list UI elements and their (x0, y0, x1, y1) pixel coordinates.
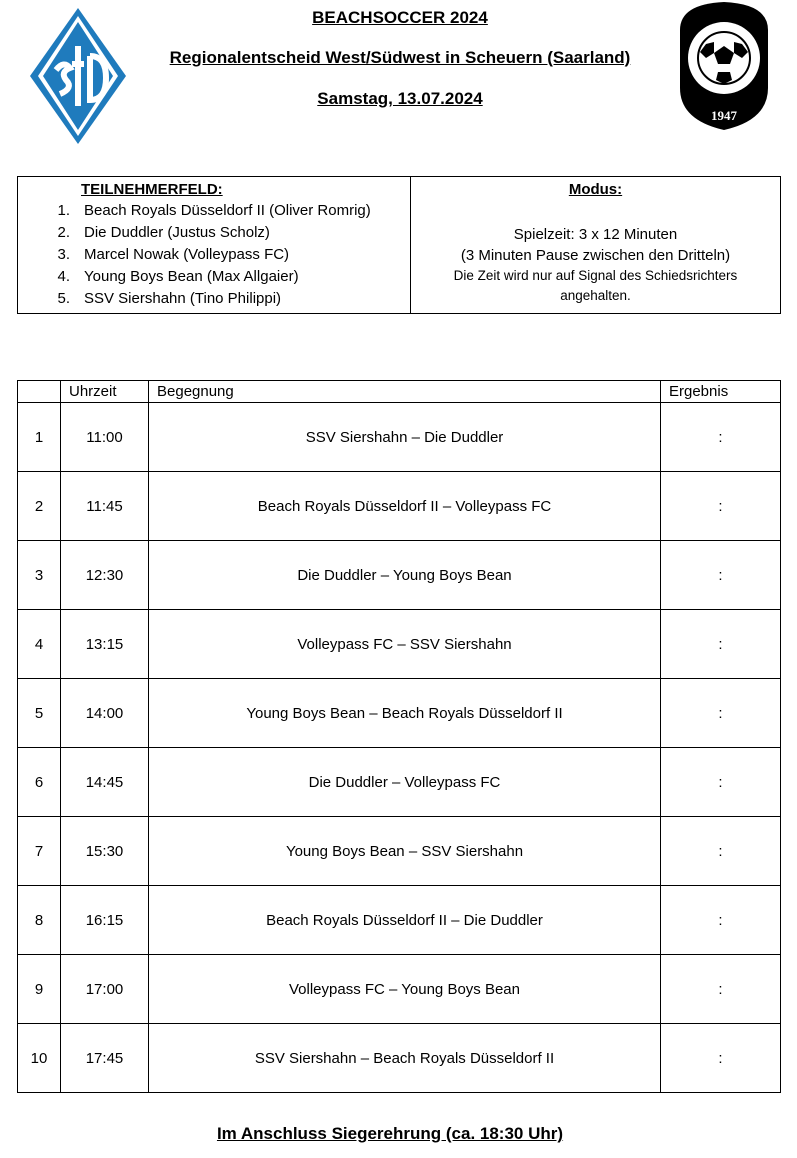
footer-note: Im Anschluss Siegerehrung (ca. 18:30 Uhr) (216, 1124, 564, 1143)
modus-section (411, 177, 780, 313)
match-time: 13:15 (61, 610, 149, 679)
page-title: BEACHSOCCER 2024 (312, 8, 488, 27)
match-nr: 3 (18, 541, 61, 610)
list-item: 3. Marcel Nowak (Volleypass FC) (57, 246, 290, 263)
match-nr: 2 (18, 472, 61, 541)
match-nr: 7 (18, 817, 61, 886)
match-nr: 10 (18, 1024, 61, 1093)
table-row (18, 541, 781, 610)
match-time: 17:00 (61, 955, 149, 1024)
modus-note: Die Zeit wird nur auf Signal des Schiedsrichters (453, 268, 738, 283)
match-result: : (661, 748, 781, 817)
match-time: 14:45 (61, 748, 149, 817)
match-time: 16:15 (61, 886, 149, 955)
sv-bohnental-logo (676, 0, 772, 132)
table-row (18, 886, 781, 955)
header-nr (18, 381, 61, 403)
match-nr: 9 (18, 955, 61, 1024)
info-box (17, 176, 781, 314)
match-pairing: Volleypass FC – Young Boys Bean (149, 955, 661, 1024)
match-nr: 8 (18, 886, 61, 955)
match-pairing: Young Boys Bean – SSV Siershahn (149, 817, 661, 886)
match-result: : (661, 679, 781, 748)
match-pairing: Young Boys Bean – Beach Royals Düsseldorf II (149, 679, 661, 748)
table-row (18, 679, 781, 748)
match-time: 17:45 (61, 1024, 149, 1093)
modus-note: angehalten. (560, 288, 631, 303)
match-result: : (661, 955, 781, 1024)
match-pairing: Die Duddler – Young Boys Bean (149, 541, 661, 610)
table-row (18, 748, 781, 817)
match-result: : (661, 817, 781, 886)
match-pairing: Volleypass FC – SSV Siershahn (149, 610, 661, 679)
match-pairing: SSV Siershahn – Die Duddler (149, 403, 661, 472)
table-row (18, 955, 781, 1024)
teilnehmerfeld-section (18, 177, 411, 313)
match-nr: 5 (18, 679, 61, 748)
match-time: 11:45 (61, 472, 149, 541)
list-item: 2. Die Duddler (Justus Scholz) (57, 224, 270, 241)
match-time: 14:00 (61, 679, 149, 748)
table-row (18, 610, 781, 679)
page-subtitle: Regionalentscheid West/Südwest in Scheuern (Saarland) (169, 48, 631, 67)
match-result: : (661, 1024, 781, 1093)
logo-year: 1947 (711, 108, 737, 123)
modus-title: Modus: (568, 181, 623, 198)
match-pairing: SSV Siershahn – Beach Royals Düsseldorf II (149, 1024, 661, 1093)
modus-pause: (3 Minuten Pause zwischen den Dritteln) (460, 247, 731, 264)
match-pairing: Die Duddler – Volleypass FC (149, 748, 661, 817)
match-result: : (661, 541, 781, 610)
modus-spielzeit: Spielzeit: 3 x 12 Minuten (513, 226, 678, 243)
sfd-logo (28, 6, 128, 146)
header-uhrzeit: Uhrzeit (61, 381, 149, 403)
match-nr: 1 (18, 403, 61, 472)
match-result: : (661, 886, 781, 955)
list-item: 1. Beach Royals Düsseldorf II (Oliver Romrig) (57, 202, 371, 219)
teilnehmerfeld-title: TEILNEHMERFELD: (81, 181, 223, 198)
header-begegnung: Begegnung (149, 381, 661, 403)
match-result: : (661, 403, 781, 472)
match-pairing: Beach Royals Düsseldorf II – Volleypass FC (149, 472, 661, 541)
match-time: 11:00 (61, 403, 149, 472)
table-row (18, 1024, 781, 1093)
schedule-table (17, 380, 781, 1093)
table-header-row (18, 381, 781, 403)
list-item: 5. SSV Siershahn (Tino Philippi) (57, 290, 282, 307)
match-time: 15:30 (61, 817, 149, 886)
match-nr: 4 (18, 610, 61, 679)
table-row (18, 472, 781, 541)
table-row (18, 817, 781, 886)
table-row (18, 403, 781, 472)
match-result: : (661, 610, 781, 679)
match-result: : (661, 472, 781, 541)
list-item: 4. Young Boys Bean (Max Allgaier) (57, 268, 299, 285)
match-time: 12:30 (61, 541, 149, 610)
match-pairing: Beach Royals Düsseldorf II – Die Duddler (149, 886, 661, 955)
header-ergebnis: Ergebnis (661, 381, 781, 403)
team-list (18, 200, 410, 310)
event-date: Samstag, 13.07.2024 (317, 89, 483, 108)
match-nr: 6 (18, 748, 61, 817)
